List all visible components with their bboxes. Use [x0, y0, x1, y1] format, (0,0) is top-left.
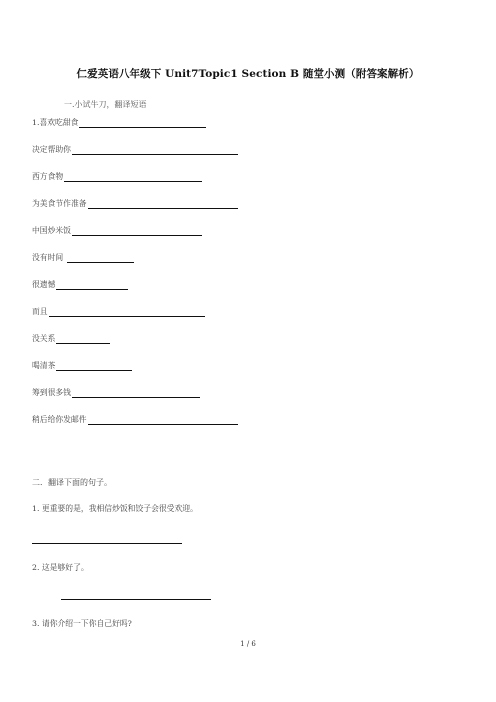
answer-blank[interactable]: [72, 227, 202, 236]
phrase-item-12: [32, 413, 238, 425]
answer-blank[interactable]: [56, 281, 128, 290]
document-title: 仁爱英语八年级下 Unit7Topic1 Section B 随堂小测（附答案解析）: [76, 68, 420, 80]
answer-blank[interactable]: [32, 542, 182, 544]
phrase-item-9: [32, 332, 110, 344]
phrase-item-4: [32, 197, 238, 209]
page-number: 1 / 6: [240, 640, 256, 648]
answer-blank[interactable]: [61, 598, 211, 600]
phrase-text: 而且: [32, 307, 48, 316]
phrase-text: 决定帮助你: [32, 145, 71, 154]
phrase-item-7: [32, 278, 128, 290]
phrase-text: 中国炒米饭: [32, 226, 71, 235]
answer-blank[interactable]: [79, 119, 206, 128]
section-1-heading: 一.小试牛刀，翻译短语: [64, 100, 147, 109]
sentence-item-3: [32, 617, 132, 629]
phrase-item-2: [32, 143, 238, 155]
answer-blank[interactable]: [72, 389, 200, 398]
answer-blank[interactable]: [67, 254, 134, 263]
phrase-item-10: [32, 359, 132, 371]
answer-blank[interactable]: [88, 416, 238, 425]
sentence-text: 3. 请你介绍一下你自己好吗?: [32, 619, 132, 628]
phrase-item-1: [32, 116, 206, 128]
answer-blank[interactable]: [56, 362, 132, 371]
phrase-item-3: [32, 170, 202, 182]
phrase-text: 很遗憾: [32, 280, 56, 289]
phrase-item-8: [32, 305, 205, 317]
answer-blank[interactable]: [56, 335, 110, 344]
phrase-item-5: [32, 224, 202, 236]
sentence-text: 2. 这是够好了。: [32, 563, 89, 572]
sentence-item-2: [32, 561, 89, 573]
phrase-text: 为美食节作准备: [32, 199, 87, 208]
phrase-text: 喝清茶: [32, 361, 56, 370]
phrase-text: 没关系: [32, 334, 56, 343]
phrase-item-11: [32, 386, 200, 398]
phrase-text: 西方食物: [32, 172, 64, 181]
answer-blank[interactable]: [64, 173, 202, 182]
phrase-item-6: [32, 251, 134, 263]
phrase-text: 筹到很多钱: [32, 388, 71, 397]
section-2-heading: 二．翻译下面的句子。: [32, 478, 112, 487]
sentence-text: 1. 更重要的是，我相信炒饭和饺子会很受欢迎。: [32, 504, 198, 513]
answer-blank[interactable]: [88, 200, 238, 209]
phrase-text: 1.喜欢吃甜食: [32, 118, 79, 127]
phrase-text: 稍后给你发邮件: [32, 415, 87, 424]
phrase-text: 没有时间: [32, 253, 64, 262]
answer-blank[interactable]: [49, 308, 205, 317]
answer-blank[interactable]: [72, 146, 238, 155]
sentence-item-1: [32, 502, 198, 514]
